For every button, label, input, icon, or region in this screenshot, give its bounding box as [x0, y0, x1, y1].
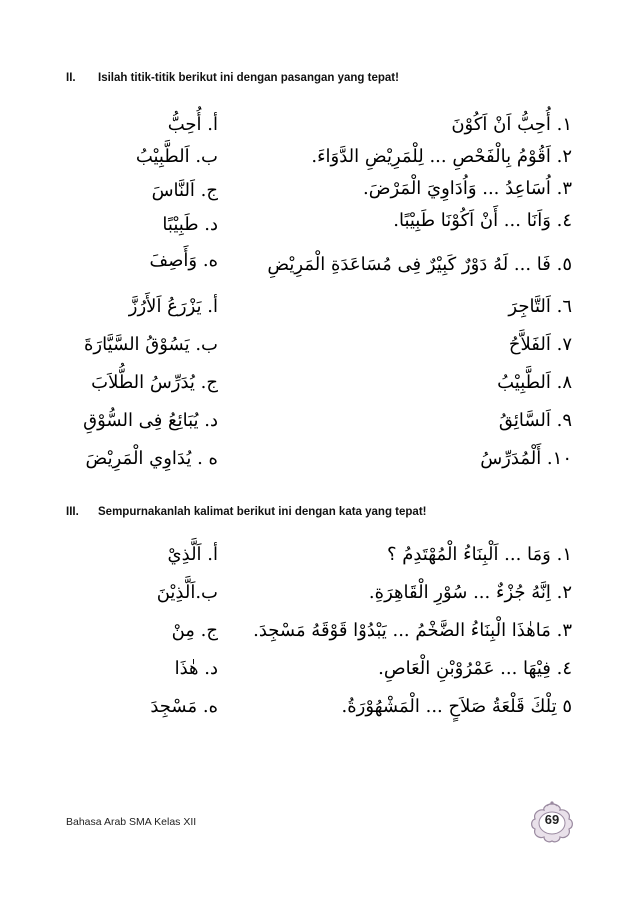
s2-question-5: ٥. فَا ... لَهُ دَوْرٌ كَبِيْرٌ فِى مُسَاعَدَةِ الْمَرِيْضِ	[267, 254, 572, 275]
s2-option-c2: ج. يُدَرِّسُ الطُّلاَبَ	[91, 372, 218, 393]
section-2-heading	[66, 72, 399, 84]
s2-question-4: ٤. وَاَنَا ... أَنْ اَكُوْنَا طَبِيْبًا.	[393, 210, 572, 231]
s2-question-1: ١. أُحِبُّ اَنْ اَكُوْنَ	[451, 114, 572, 135]
s2-question-6: ٦. اَلتَّاجِرَ	[508, 296, 572, 317]
section-2-number: II.	[66, 72, 76, 84]
s2-option-d: د. طَبِيْبًا	[162, 214, 218, 235]
s3-question-2: ٢. اِنَّهُ جُزْءٌ ... سُوْرِ الْقَاهِرَةِ.	[368, 582, 572, 603]
s2-question-3: ٣. اُسَاعِدُ ... وَاُدَاوِيَ الْمَرْضَ.	[363, 178, 572, 199]
section-2-instruction: Isilah titik-titik berikut ini dengan pasangan yang tepat!	[98, 72, 399, 84]
s3-question-5: ٥ تِلْكَ قَلْعَةُ صَلاَحٍ ... الْمَشْهُوْرَةُ.	[341, 696, 572, 717]
s2-option-a2: أ. يَزْرَعُ اَلأَرُزَّ	[128, 296, 218, 317]
s2-option-d2: د. يُبَائِعُ فِى السُّوْقِ	[83, 410, 218, 431]
s3-question-1: ١. وَمَا ... اَلْبِنَاءُ الْمُهْتَدِمُ ؟	[386, 544, 572, 565]
s3-question-3: ٣. مَاهٰذَا الْبِنَاءُ الضَّخْمُ ... يَبْدُوْا قَوْقَهُ مَسْجِدَ.	[253, 620, 572, 641]
s2-option-e2: ه . يُدَاوِي الْمَرِيْضَ	[85, 448, 218, 469]
s3-option-d: د. هٰذَا	[174, 658, 218, 679]
s2-question-7: ٧. اَلفَلاَّحُ	[508, 334, 572, 355]
s2-option-b2: ب. يَسُوْقُ السَّيَّارَةَ	[83, 334, 218, 355]
s2-question-8: ٨. اَلطَّبِيْبُ	[497, 372, 572, 393]
s2-question-10: ١٠. أَلْمُدَرِّسُ	[480, 448, 572, 469]
s2-option-e: ه. وَأَصِفَ	[149, 250, 218, 271]
s3-option-c: ج. مِنْ	[171, 620, 218, 641]
s2-option-a: أ. أُحِبُّ	[167, 114, 218, 135]
section-3-instruction: Sempurnakanlah kalimat berikut ini dengan kata yang tepat!	[98, 506, 427, 518]
s2-question-9: ٩. اَلسَّائِقُ	[498, 410, 572, 431]
page-number: 69	[544, 812, 560, 827]
section-3-number: III.	[66, 506, 79, 518]
s3-option-b: ب.اَلَّذِيْنَ	[156, 582, 218, 603]
s2-question-2: ٢. اَقُوْمُ بِالْفَحْصِ ... لِلْمَرِيْضِ الدَّوَاءَ.	[311, 146, 572, 167]
s2-option-b: ب. اَلطَّبِيْبُ	[135, 146, 218, 167]
s3-option-a: أ. اَلَّذِيْ	[167, 544, 218, 565]
s3-question-4: ٤. فِيْهَا ... عَمْرُوْبْنِ الْعَاصِ.	[378, 658, 572, 679]
book-title: Bahasa Arab SMA Kelas XII	[66, 816, 197, 828]
s2-option-c: ج. اَلنَّاسَ	[151, 180, 218, 201]
section-3-heading	[66, 506, 426, 518]
s3-option-e: ه. مَسْجِدَ	[150, 696, 218, 717]
